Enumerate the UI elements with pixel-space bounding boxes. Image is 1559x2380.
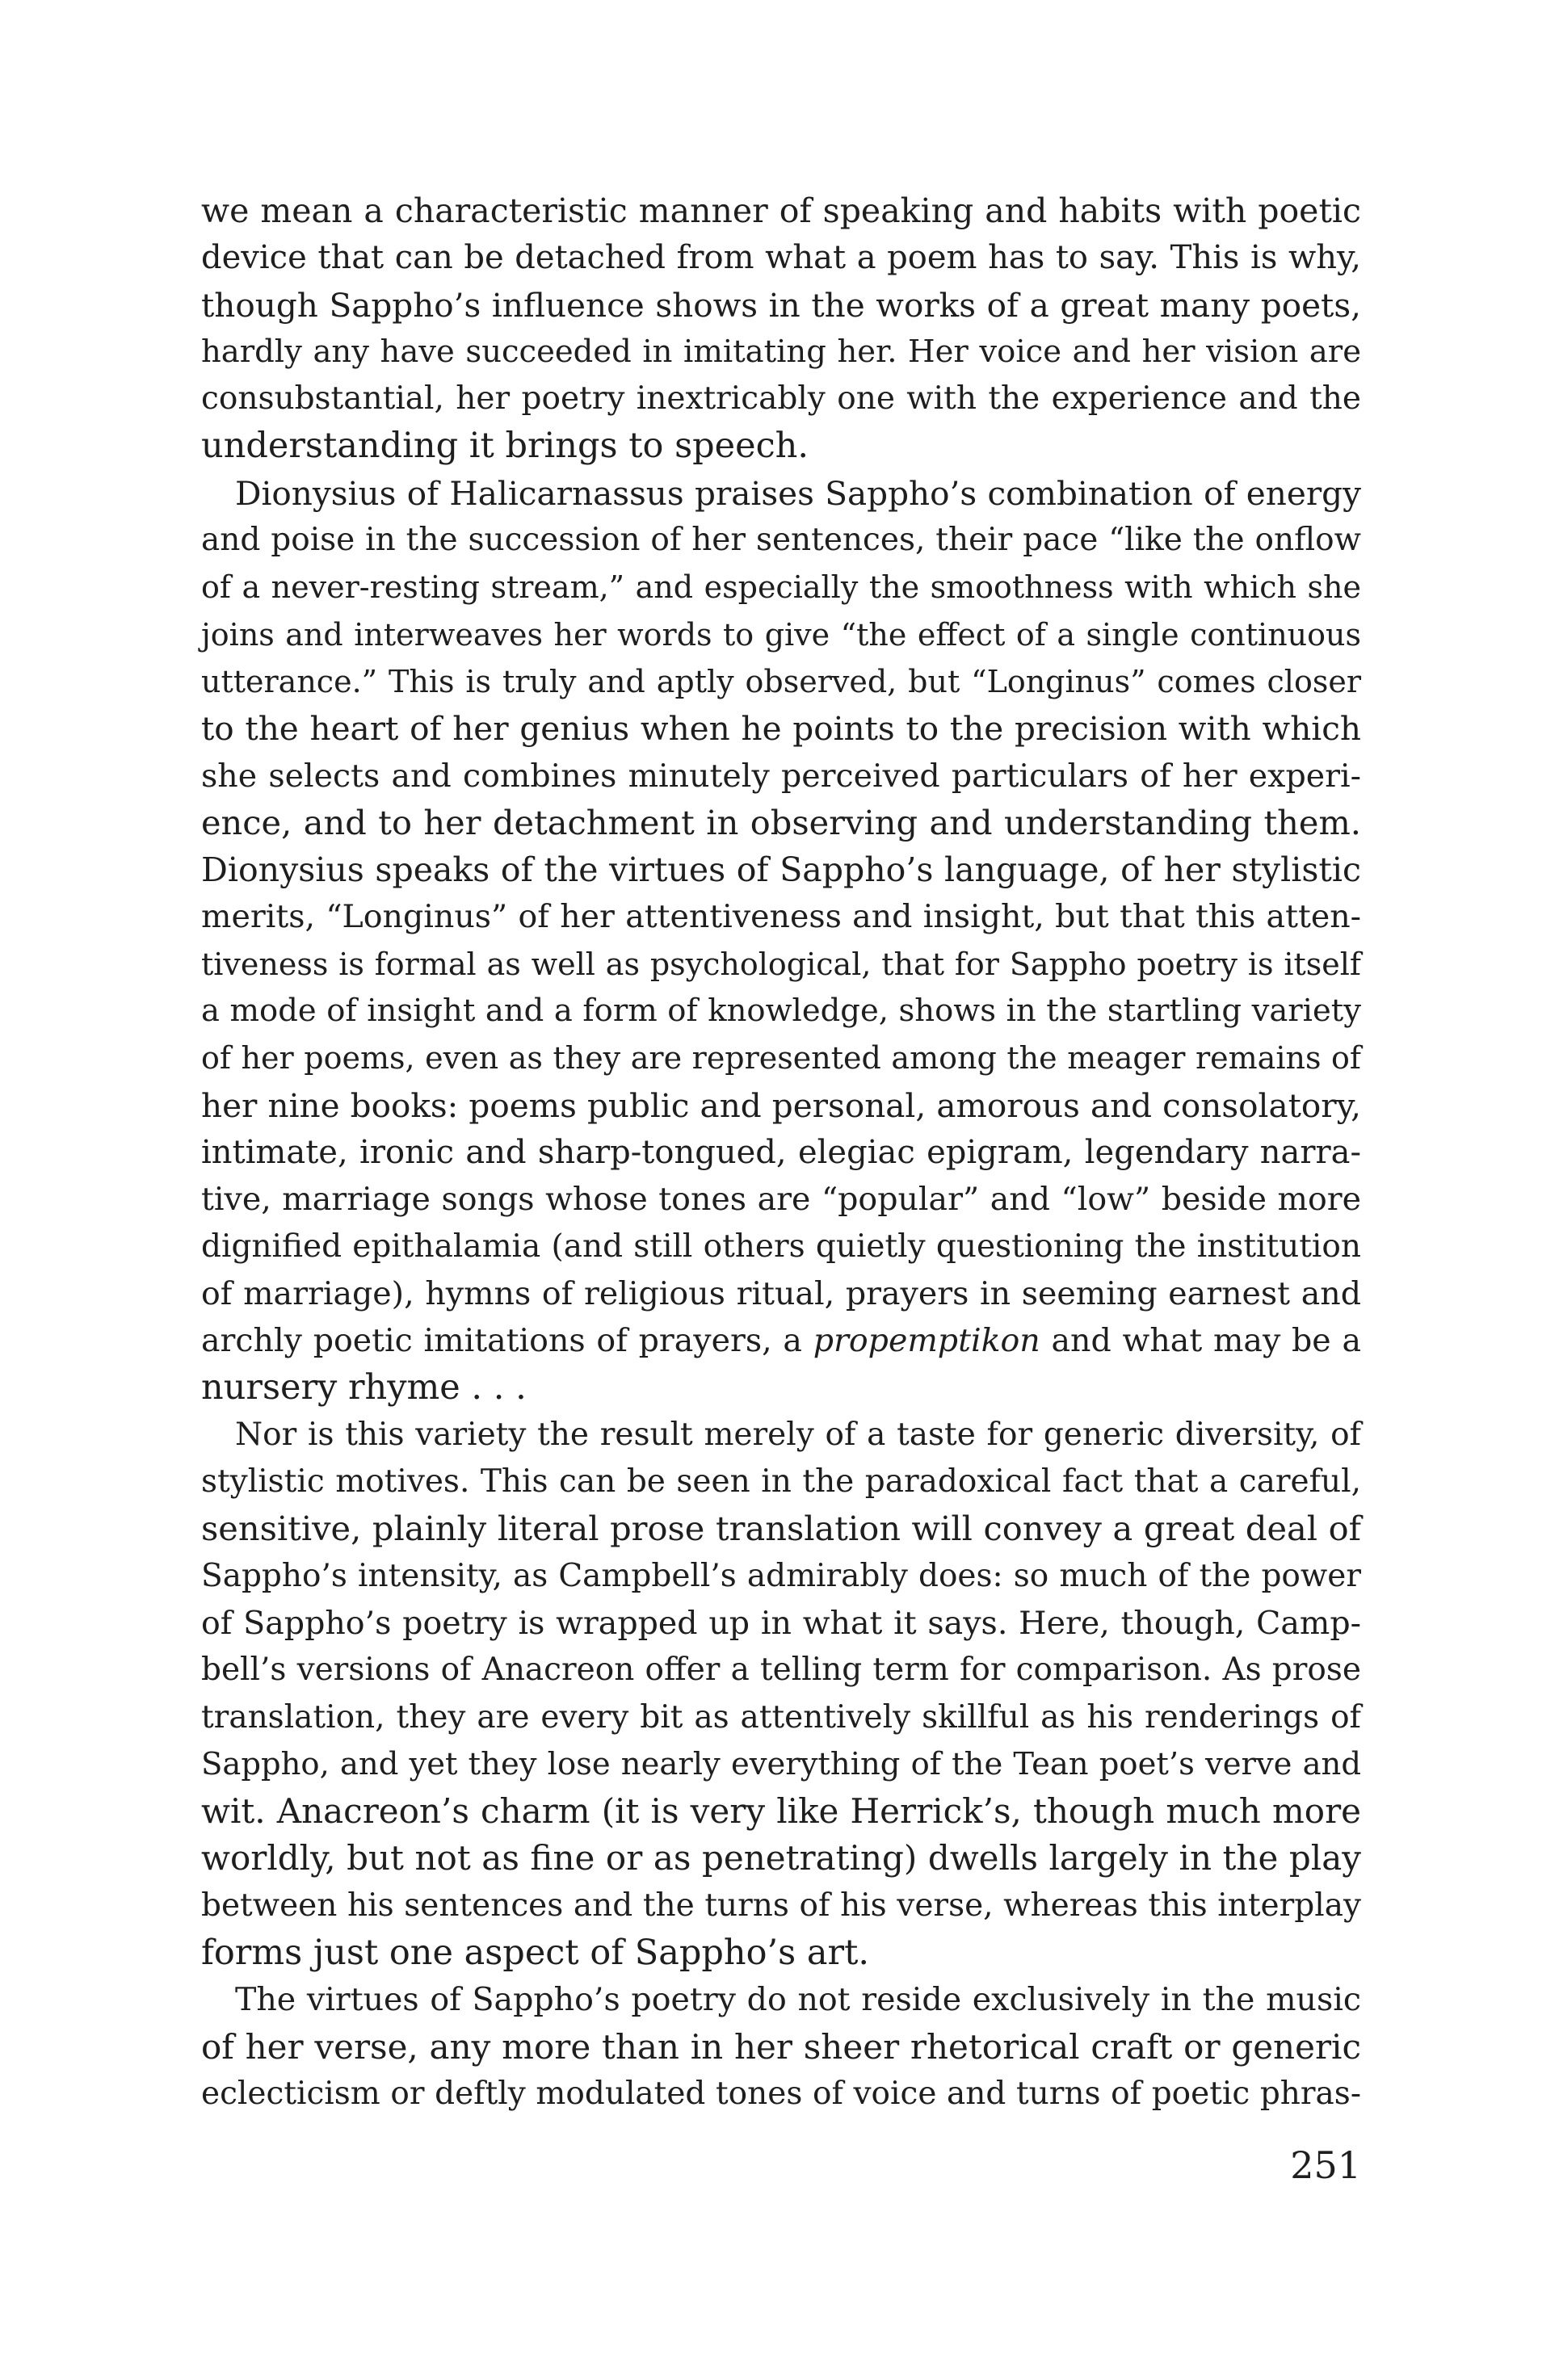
text-line: of her poems, even as they are represented among the meager remains of [201,1040,1361,1077]
text-line: Sappho’s intensity, as Campbell’s admirably does: so much of the power [201,1557,1361,1594]
text-line: eclecticism or deftly modulated tones of voice and turns of poetic phras- [201,2075,1361,2112]
text-line: wit. Anacreon’s charm (it is very like Herrick’s, though much more [201,1791,1361,1832]
text-line: her nine books: poems public and personal, amorous and consolatory, [201,1085,1361,1125]
text-line: understanding it brings to speech. [201,426,809,467]
text-line: The virtues of Sappho’s poetry do not reside exclusively in the music [235,1981,1361,2019]
text-line: utterance.” This is truly and aptly observed, but “Longinus” comes closer [201,663,1361,699]
text-line: of her verse, any more than in her sheer rhetorical craft or generic [201,2026,1361,2067]
text-line: device that can be detached from what a poem has to say. This is why, [201,239,1361,277]
text-line: Nor is this variety the result merely of a taste for generic diversity, of [235,1416,1361,1453]
body-text [201,187,1361,2118]
text-line: hardly any have succeeded in imitating her. Her voice and her vision are [201,333,1361,370]
text-line: archly poetic imitations of prayers, a propemptikon and what may be a [201,1322,1361,1360]
text-line: between his sentences and the turns of his verse, whereas this interplay [201,1887,1361,1924]
text-line: to the heart of her genius when he points to the precision with which [201,709,1361,749]
text-line: joins and interweaves her words to give “the effect of a single continuous [201,616,1361,653]
text-line: worldly, but not as fine or as penetrating) dwells largely in the play [201,1838,1361,1878]
page-number: 251 [1290,2143,1361,2187]
text-line: though Sappho’s influence shows in the works of a great many poets, [201,285,1361,325]
italic-term: propemptikon [813,1322,1040,1360]
text-line: of a never-resting stream,” and especially the smoothness with which she [201,569,1361,606]
text-line: consubstantial, her poetry inextricably one with the experience and the [201,380,1361,418]
text-line: Dionysius speaks of the virtues of Sappho’s language, of her stylistic [201,850,1361,890]
text-line: forms just one aspect of Sappho’s art. [201,1932,870,1973]
text-line: bell’s versions of Anacreon offer a telling term for comparison. As prose [201,1652,1361,1689]
text-line: stylistic motives. This can be seen in the paradoxical fact that a careful, [201,1463,1361,1501]
text-line: we mean a characteristic manner of speaking and habits with poetic [201,191,1361,230]
text-line: merits, “Longinus” of her attentiveness and insight, but that this atten- [201,898,1361,936]
text-line: a mode of insight and a form of knowledge, shows in the startling variety [201,993,1361,1030]
text-line: of Sappho’s poetry is wrapped up in what it says. Here, though, Camp- [201,1604,1361,1642]
text-line: sensitive, plainly literal prose translation will convey a great deal of [201,1509,1361,1549]
text-line: and poise in the succession of her sentences, their pace “like the onflow [201,522,1361,559]
text-line: of marriage), hymns of religious ritual, prayers in seeming earnest and [201,1274,1361,1312]
text-line: tive, marriage songs whose tones are “popular” and “low” beside more [201,1181,1361,1219]
text-line: Dionysius of Halicarnassus praises Sappho’s combination of energy [235,473,1361,513]
text-line: ence, and to her detachment in observing and understanding them. [201,802,1361,842]
text-line: translation, they are every bit as attentively skillful as his renderings of [201,1698,1361,1736]
text-line: nursery rhyme . . . [201,1367,527,1408]
text-line: dignified epithalamia (and still others quietly questioning the institution [201,1228,1361,1265]
text-line: she selects and combines minutely perceived particulars of her experi- [201,757,1361,795]
text-line: Sappho, and yet they lose nearly everything of the Tean poet’s verve and [201,1745,1361,1782]
text-line: tiveness is formal as well as psychological, that for Sappho poetry is itself [201,946,1361,982]
text-line: intimate, ironic and sharp-tongued, elegiac epigram, legendary narra- [201,1133,1361,1171]
